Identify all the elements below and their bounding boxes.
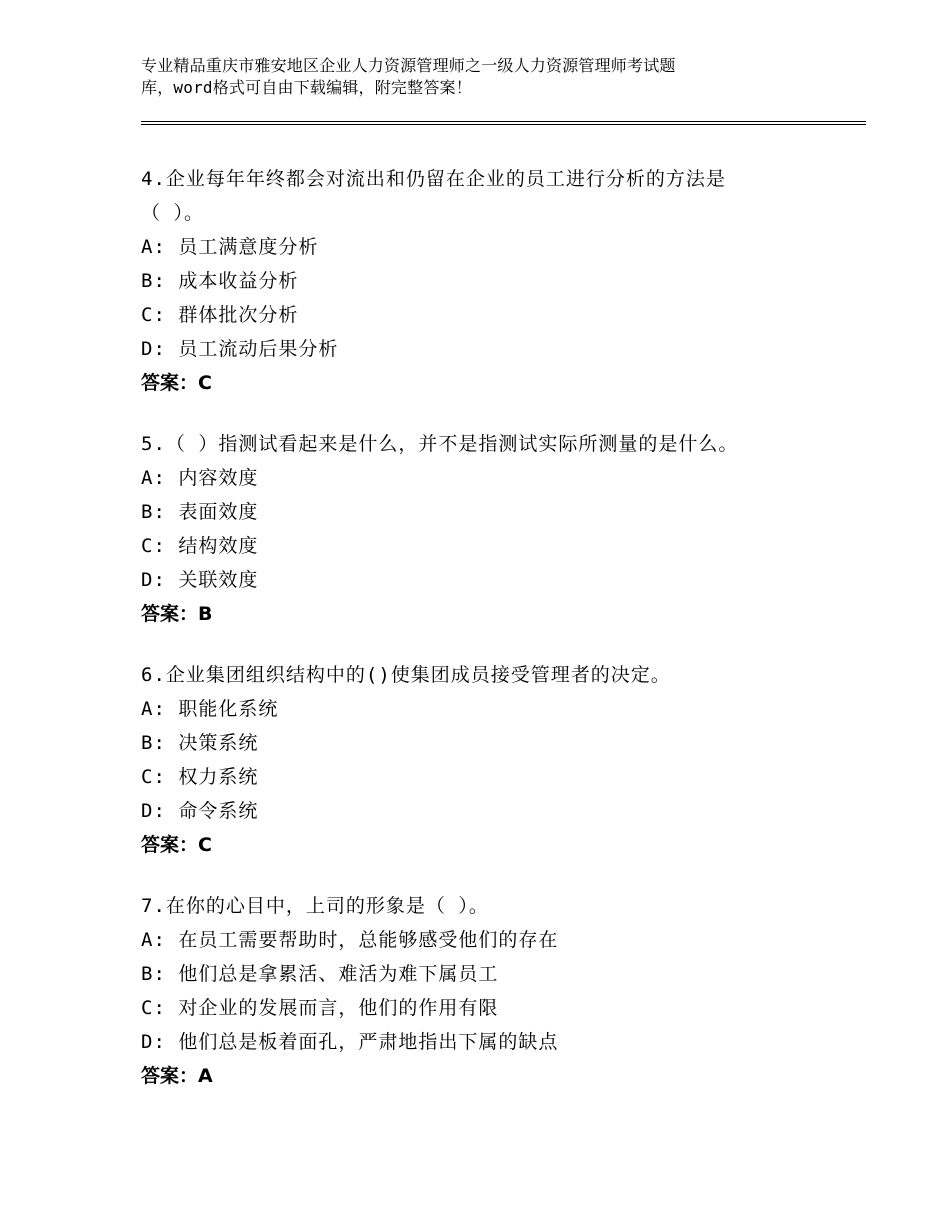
answer: 答案：C <box>141 834 212 856</box>
question-4 <box>141 162 841 400</box>
question-text-line: 7.在你的心目中，上司的形象是（ ）。 <box>141 895 489 917</box>
option-d: D: 关联效度 <box>141 569 259 591</box>
header-divider <box>141 121 866 125</box>
option-a: A: 员工满意度分析 <box>141 236 319 258</box>
option-c: C: 权力系统 <box>141 766 259 788</box>
option-d: D: 命令系统 <box>141 800 259 822</box>
question-text-line: 5.（ ）指测试看起来是什么，并不是指测试实际所测量的是什么。 <box>141 433 739 455</box>
question-7 <box>141 889 841 1093</box>
option-b: B: 他们总是拿累活、难活为难下属员工 <box>141 963 499 985</box>
question-text-line: 4.企业每年年终都会对流出和仍留在企业的员工进行分析的方法是 <box>141 168 726 190</box>
option-b: B: 表面效度 <box>141 501 259 523</box>
question-text-line: （ ）。 <box>141 202 204 224</box>
option-b: B: 成本收益分析 <box>141 270 299 292</box>
option-b: B: 决策系统 <box>141 732 259 754</box>
question-6 <box>141 658 841 862</box>
option-a: A: 在员工需要帮助时，总能够感受他们的存在 <box>141 929 559 951</box>
answer: 答案：B <box>141 603 213 625</box>
document-header <box>141 55 831 99</box>
header-line-1: 专业精品重庆市雅安地区企业人力资源管理师之一级人力资源管理师考试题 <box>141 56 676 75</box>
question-text <box>141 162 841 230</box>
option-d: D: 员工流动后果分析 <box>141 338 339 360</box>
header-line-2: 库，word格式可自由下载编辑，附完整答案！ <box>141 78 472 97</box>
question-text <box>141 889 841 923</box>
answer: 答案：C <box>141 372 212 394</box>
question-text <box>141 427 841 461</box>
question-text-line: 6.企业集团组织结构中的()使集团成员接受管理者的决定。 <box>141 664 671 686</box>
option-d: D: 他们总是板着面孔，严肃地指出下属的缺点 <box>141 1031 559 1053</box>
question-list <box>141 162 841 1120</box>
question-5 <box>141 427 841 631</box>
option-c: C: 对企业的发展而言，他们的作用有限 <box>141 997 499 1019</box>
option-c: C: 结构效度 <box>141 535 259 557</box>
option-a: A: 内容效度 <box>141 467 259 489</box>
option-c: C: 群体批次分析 <box>141 304 299 326</box>
answer: 答案：A <box>141 1065 213 1087</box>
question-text <box>141 658 841 692</box>
option-a: A: 职能化系统 <box>141 698 279 720</box>
